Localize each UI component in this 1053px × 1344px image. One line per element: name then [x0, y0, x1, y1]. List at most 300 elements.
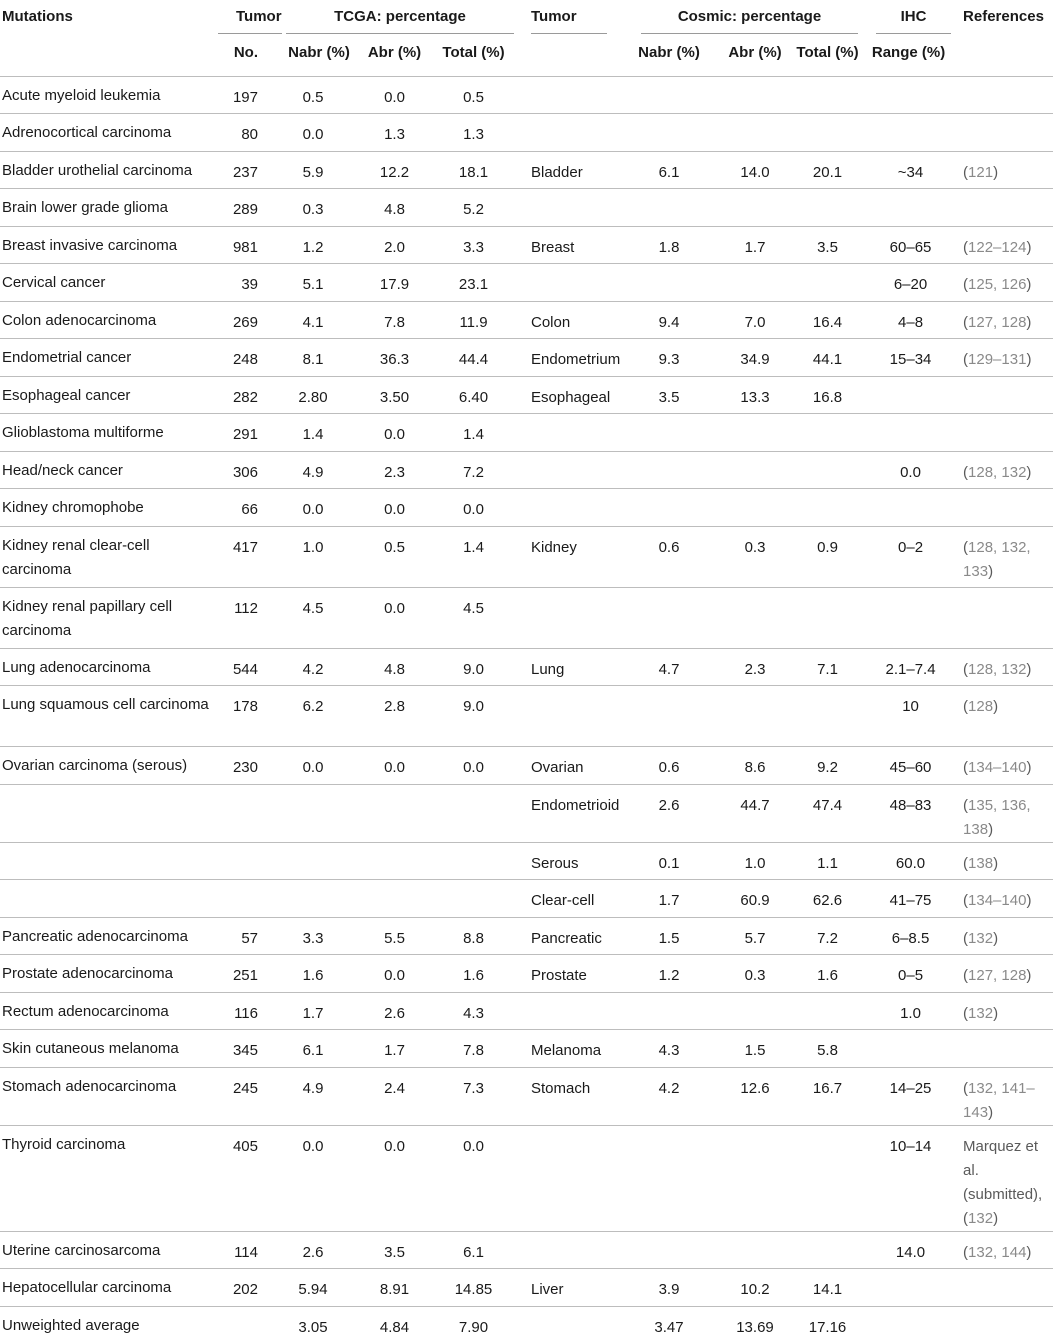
tcga-total-cell: 7.3 — [433, 1067, 514, 1125]
cosmic-total-cell: 16.4 — [795, 301, 860, 339]
header-cosmic: Cosmic: percentage — [623, 0, 860, 37]
reference-prefix: ( — [963, 759, 969, 776]
cosmic-abr-cell: 13.69 — [715, 1306, 795, 1344]
ihc-range-cell: 0–5 — [860, 955, 961, 993]
cosmic-tumor-cell: Pancreatic — [514, 917, 623, 955]
reference-prefix: ( — [963, 238, 969, 256]
reference-suffix: ) — [993, 1209, 999, 1227]
tcga-nabr-cell: 5.1 — [270, 264, 356, 302]
reference-link[interactable]: 122–124 — [968, 238, 1027, 256]
table-row — [0, 489, 1053, 527]
reference-prefix: ( — [963, 1004, 969, 1022]
mutation-cell: Pancreatic adenocarcinoma — [0, 917, 218, 955]
cosmic-total-cell: 5.8 — [795, 1030, 860, 1068]
table-row — [0, 1030, 1053, 1068]
tcga-nabr-cell: 0.0 — [270, 114, 356, 152]
cosmic-abr-cell: 1.5 — [715, 1030, 795, 1068]
tcga-total-cell: 7.2 — [433, 451, 514, 489]
cosmic-total-cell — [795, 992, 860, 1030]
cosmic-tumor-cell: Colon — [514, 301, 623, 339]
tcga-abr-cell: 7.8 — [356, 301, 433, 339]
table-row — [0, 842, 1053, 880]
table-row — [0, 451, 1053, 489]
tcga-nabr-cell: 0.0 — [270, 1125, 356, 1231]
references-cell — [961, 1269, 1053, 1307]
cosmic-nabr-cell: 6.1 — [623, 151, 715, 189]
tumor-no-cell: 291 — [218, 414, 270, 452]
cosmic-total-cell: 1.6 — [795, 955, 860, 993]
references-cell — [961, 1231, 1053, 1269]
cosmic-tumor-cell — [514, 114, 623, 152]
references-cell — [961, 1306, 1053, 1344]
table-body — [0, 76, 1053, 1344]
cosmic-total-cell: 0.9 — [795, 526, 860, 587]
table-row — [0, 784, 1053, 842]
cosmic-tumor-cell — [514, 189, 623, 227]
header-tumor-no: No. — [233, 44, 258, 61]
cosmic-abr-cell — [715, 992, 795, 1030]
mutation-cell: Hepatocellular carcinoma — [0, 1269, 218, 1307]
mutation-cell: Brain lower grade glioma — [0, 189, 218, 227]
mutation-cell: Thyroid carcinoma — [0, 1125, 218, 1231]
header-tcga-total: Total (%) — [442, 44, 505, 61]
reference-suffix: ) — [993, 929, 999, 947]
ihc-range-cell: 60–65 — [860, 226, 961, 264]
tcga-abr-cell: 2.8 — [356, 686, 433, 747]
reference-link[interactable]: 138 — [968, 854, 994, 872]
cosmic-abr-cell — [715, 1231, 795, 1269]
reference-link[interactable]: 127, 128 — [968, 967, 1027, 984]
cosmic-abr-cell: 1.7 — [715, 226, 795, 264]
tcga-abr-cell: 0.0 — [356, 955, 433, 993]
cosmic-nabr-cell: 3.9 — [623, 1269, 715, 1307]
table-row — [0, 76, 1053, 114]
ihc-range-cell: 15–34 — [860, 339, 961, 377]
reference-link[interactable]: 128, 132 — [968, 660, 1027, 678]
tcga-abr-cell: 3.5 — [356, 1231, 433, 1269]
references-cell — [961, 226, 1053, 264]
tcga-nabr-cell: 2.80 — [270, 376, 356, 414]
tcga-abr-cell — [356, 784, 433, 842]
tcga-abr-cell — [356, 880, 433, 918]
mutation-cell: Kidney renal papillary cell carcinoma — [0, 587, 218, 648]
cosmic-nabr-cell: 3.5 — [623, 376, 715, 414]
tcga-total-cell: 0.0 — [433, 1125, 514, 1231]
tcga-total-cell: 14.85 — [433, 1269, 514, 1307]
references-cell — [961, 587, 1053, 648]
table-row — [0, 414, 1053, 452]
header-tumor-2: Tumor — [514, 0, 623, 37]
cosmic-total-cell: 14.1 — [795, 1269, 860, 1307]
table-header — [0, 0, 1053, 76]
tcga-total-cell: 11.9 — [433, 301, 514, 339]
reference-link[interactable]: 132 — [968, 929, 994, 947]
tcga-total-cell: 5.2 — [433, 189, 514, 227]
reference-link[interactable]: 135, 136, 138 — [963, 796, 1031, 838]
cosmic-nabr-cell: 4.7 — [623, 648, 715, 686]
reference-suffix: ) — [993, 854, 999, 872]
cosmic-nabr-cell — [623, 686, 715, 747]
cosmic-nabr-cell: 4.3 — [623, 1030, 715, 1068]
cosmic-tumor-cell: Melanoma — [514, 1030, 623, 1068]
tcga-total-cell: 7.8 — [433, 1030, 514, 1068]
reference-prefix: ( — [963, 1243, 969, 1261]
mutation-cell: Ovarian carcinoma (serous) — [0, 747, 218, 785]
mutation-cell — [0, 842, 218, 880]
references-cell — [961, 784, 1053, 842]
cosmic-total-cell — [795, 76, 860, 114]
cosmic-total-cell: 17.16 — [795, 1306, 860, 1344]
cosmic-abr-cell: 5.7 — [715, 917, 795, 955]
cosmic-total-cell: 44.1 — [795, 339, 860, 377]
reference-link[interactable]: 127, 128 — [968, 313, 1027, 331]
reference-prefix: ( — [963, 854, 969, 872]
ihc-range-cell: 4–8 — [860, 301, 961, 339]
cosmic-tumor-cell: Breast — [514, 226, 623, 264]
ihc-range-cell — [860, 76, 961, 114]
header-blank-2 — [514, 37, 623, 76]
cosmic-abr-cell — [715, 489, 795, 527]
table-row — [0, 686, 1053, 747]
tcga-abr-cell: 0.0 — [356, 414, 433, 452]
reference-suffix: ) — [988, 820, 994, 838]
ihc-range-cell: 10 — [860, 686, 961, 747]
cosmic-nabr-cell — [623, 1125, 715, 1231]
cosmic-tumor-cell — [514, 451, 623, 489]
cosmic-tumor-cell: Serous — [514, 842, 623, 880]
mutation-cell: Skin cutaneous melanoma — [0, 1030, 218, 1068]
cosmic-total-cell: 7.1 — [795, 648, 860, 686]
tumor-no-cell: 66 — [218, 489, 270, 527]
references-cell — [961, 451, 1053, 489]
cosmic-abr-cell: 13.3 — [715, 376, 795, 414]
cosmic-tumor-cell — [514, 992, 623, 1030]
reference-prefix: ( — [963, 1079, 969, 1097]
table-row — [0, 1231, 1053, 1269]
reference-prefix: ( — [963, 967, 969, 984]
table-row — [0, 1306, 1053, 1344]
reference-suffix: ) — [1026, 892, 1032, 909]
cosmic-total-cell — [795, 114, 860, 152]
header-tcga: TCGA: percentage — [270, 0, 514, 37]
ihc-range-cell: 6–8.5 — [860, 917, 961, 955]
header-blank — [0, 37, 218, 76]
cosmic-tumor-cell: Kidney — [514, 526, 623, 587]
ihc-range-cell: 14.0 — [860, 1231, 961, 1269]
cosmic-tumor-cell: Endometrioid — [514, 784, 623, 842]
cosmic-abr-cell: 1.0 — [715, 842, 795, 880]
ihc-range-cell: 1.0 — [860, 992, 961, 1030]
table-row — [0, 1125, 1053, 1231]
mutation-cell: Lung squamous cell carcinoma — [0, 686, 218, 747]
tcga-abr-cell: 0.5 — [356, 526, 433, 587]
cosmic-total-cell — [795, 587, 860, 648]
tcga-total-cell: 18.1 — [433, 151, 514, 189]
cosmic-nabr-cell — [623, 414, 715, 452]
tumor-no-cell: 178 — [218, 686, 270, 747]
table-row — [0, 648, 1053, 686]
tcga-total-cell — [433, 842, 514, 880]
cosmic-abr-cell: 12.6 — [715, 1067, 795, 1125]
mutation-cell: Esophageal cancer — [0, 376, 218, 414]
ihc-range-cell: 2.1–7.4 — [860, 648, 961, 686]
cosmic-nabr-cell: 0.6 — [623, 747, 715, 785]
reference-link[interactable]: 134–140 — [968, 892, 1027, 909]
cosmic-tumor-cell — [514, 76, 623, 114]
tcga-abr-cell: 2.3 — [356, 451, 433, 489]
tcga-abr-cell: 2.0 — [356, 226, 433, 264]
tcga-nabr-cell: 5.94 — [270, 1269, 356, 1307]
cosmic-nabr-cell — [623, 189, 715, 227]
cosmic-nabr-cell: 1.2 — [623, 955, 715, 993]
reference-link[interactable]: 132, 144 — [968, 1243, 1027, 1261]
table-row — [0, 747, 1053, 785]
tcga-total-cell: 1.6 — [433, 955, 514, 993]
cosmic-abr-cell: 7.0 — [715, 301, 795, 339]
header-references: References — [963, 8, 1044, 25]
tumor-no-cell: 114 — [218, 1231, 270, 1269]
mutation-cell: Stomach adenocarcinoma — [0, 1067, 218, 1125]
tcga-total-cell: 7.90 — [433, 1306, 514, 1344]
reference-prefix: ( — [963, 313, 969, 331]
cosmic-tumor-cell — [514, 686, 623, 747]
tcga-nabr-cell — [270, 880, 356, 918]
mutation-cell: Acute myeloid leukemia — [0, 76, 218, 114]
mutation-cell: Head/neck cancer — [0, 451, 218, 489]
cosmic-total-cell — [795, 489, 860, 527]
cosmic-tumor-cell: Esophageal — [514, 376, 623, 414]
reference-link[interactable]: 132, 141–143 — [963, 1079, 1035, 1121]
tumor-no-cell: 230 — [218, 747, 270, 785]
mutation-cell: Adrenocortical carcinoma — [0, 114, 218, 152]
tcga-abr-cell: 4.8 — [356, 189, 433, 227]
tcga-nabr-cell: 1.6 — [270, 955, 356, 993]
cosmic-abr-cell — [715, 686, 795, 747]
tcga-abr-cell: 4.84 — [356, 1306, 433, 1344]
tumor-no-cell: 251 — [218, 955, 270, 993]
reference-suffix: ) — [993, 163, 999, 181]
cosmic-tumor-cell — [514, 414, 623, 452]
mutation-cell: Endometrial cancer — [0, 339, 218, 377]
cosmic-abr-cell: 14.0 — [715, 151, 795, 189]
tcga-total-cell: 0.5 — [433, 76, 514, 114]
reference-suffix: ) — [1026, 463, 1032, 481]
cosmic-nabr-cell — [623, 264, 715, 302]
cosmic-total-cell: 16.8 — [795, 376, 860, 414]
ihc-range-cell: 10–14 — [860, 1125, 961, 1231]
tcga-nabr-cell — [270, 842, 356, 880]
cosmic-total-cell — [795, 264, 860, 302]
cosmic-abr-cell: 44.7 — [715, 784, 795, 842]
tcga-abr-cell: 12.2 — [356, 151, 433, 189]
references-cell — [961, 76, 1053, 114]
tcga-abr-cell: 4.8 — [356, 648, 433, 686]
cosmic-tumor-cell: Ovarian — [514, 747, 623, 785]
reference-prefix: ( — [963, 892, 969, 909]
ihc-range-cell: 0.0 — [860, 451, 961, 489]
ihc-range-cell: 14–25 — [860, 1067, 961, 1125]
cosmic-nabr-cell: 0.1 — [623, 842, 715, 880]
table-row — [0, 301, 1053, 339]
cosmic-abr-cell: 8.6 — [715, 747, 795, 785]
tcga-total-cell: 1.4 — [433, 414, 514, 452]
tcga-total-cell: 9.0 — [433, 648, 514, 686]
cosmic-tumor-cell: Lung — [514, 648, 623, 686]
mutation-cell: Lung adenocarcinoma — [0, 648, 218, 686]
tcga-nabr-cell: 0.5 — [270, 76, 356, 114]
cosmic-nabr-cell: 9.3 — [623, 339, 715, 377]
tcga-total-cell: 44.4 — [433, 339, 514, 377]
reference-prefix: ( — [963, 660, 969, 678]
cosmic-tumor-cell: Stomach — [514, 1067, 623, 1125]
tcga-abr-cell: 0.0 — [356, 489, 433, 527]
reference-suffix: ) — [1026, 1243, 1032, 1261]
table-row — [0, 587, 1053, 648]
mutation-cell: Kidney renal clear-cell carcinoma — [0, 526, 218, 587]
reference-link[interactable]: 132 — [968, 1209, 994, 1227]
reference-suffix: ) — [988, 562, 994, 580]
tcga-abr-cell — [356, 842, 433, 880]
tcga-abr-cell: 5.5 — [356, 917, 433, 955]
tumor-no-cell: 269 — [218, 301, 270, 339]
tcga-total-cell: 0.0 — [433, 489, 514, 527]
reference-link[interactable]: 134–140 — [968, 759, 1027, 776]
reference-link[interactable]: 129–131 — [968, 351, 1027, 368]
mutation-cell: Breast invasive carcinoma — [0, 226, 218, 264]
table-row — [0, 114, 1053, 152]
header-tumor: Tumor — [218, 0, 270, 37]
tcga-abr-cell: 0.0 — [356, 747, 433, 785]
tcga-nabr-cell: 5.9 — [270, 151, 356, 189]
cosmic-abr-cell — [715, 189, 795, 227]
references-cell — [961, 376, 1053, 414]
tcga-nabr-cell: 6.2 — [270, 686, 356, 747]
tcga-abr-cell: 36.3 — [356, 339, 433, 377]
header-tcga-abr: Abr (%) — [367, 44, 422, 61]
tcga-total-cell: 1.4 — [433, 526, 514, 587]
tumor-no-cell: 282 — [218, 376, 270, 414]
tumor-no-cell: 248 — [218, 339, 270, 377]
tcga-nabr-cell: 0.0 — [270, 489, 356, 527]
cosmic-abr-cell: 34.9 — [715, 339, 795, 377]
reference-link[interactable]: 125, 126 — [968, 276, 1027, 293]
tcga-abr-cell: 3.50 — [356, 376, 433, 414]
ihc-range-cell — [860, 1306, 961, 1344]
tcga-nabr-cell — [270, 784, 356, 842]
ihc-range-cell — [860, 489, 961, 527]
references-cell — [961, 917, 1053, 955]
tcga-abr-cell: 2.6 — [356, 992, 433, 1030]
tumor-no-cell: 57 — [218, 917, 270, 955]
cosmic-total-cell — [795, 1125, 860, 1231]
cosmic-abr-cell: 10.2 — [715, 1269, 795, 1307]
references-cell — [961, 414, 1053, 452]
cosmic-nabr-cell: 1.5 — [623, 917, 715, 955]
reference-link[interactable]: 132 — [968, 1004, 994, 1022]
reference-link[interactable]: 128 — [968, 698, 994, 715]
reference-link[interactable]: 128, 132 — [968, 463, 1027, 481]
ihc-range-cell: 41–75 — [860, 880, 961, 918]
cosmic-total-cell: 3.5 — [795, 226, 860, 264]
table-row — [0, 151, 1053, 189]
table-row — [0, 189, 1053, 227]
tumor-no-cell: 237 — [218, 151, 270, 189]
tcga-nabr-cell: 8.1 — [270, 339, 356, 377]
tumor-no-cell: 306 — [218, 451, 270, 489]
ihc-range-cell: 6–20 — [860, 264, 961, 302]
tcga-abr-cell: 2.4 — [356, 1067, 433, 1125]
mutation-cell: Glioblastoma multiforme — [0, 414, 218, 452]
mutation-cell — [0, 880, 218, 918]
mutation-cell: Bladder urothelial carcinoma — [0, 151, 218, 189]
tcga-nabr-cell: 1.0 — [270, 526, 356, 587]
ihc-range-cell — [860, 1030, 961, 1068]
cosmic-total-cell: 47.4 — [795, 784, 860, 842]
reference-link[interactable]: 121 — [968, 163, 994, 181]
tcga-abr-cell: 1.3 — [356, 114, 433, 152]
ihc-range-cell: 48–83 — [860, 784, 961, 842]
tumor-no-cell: 981 — [218, 226, 270, 264]
cosmic-nabr-cell — [623, 114, 715, 152]
header-mutations: Mutations — [2, 8, 73, 25]
tcga-nabr-cell: 4.1 — [270, 301, 356, 339]
cosmic-abr-cell — [715, 587, 795, 648]
cosmic-nabr-cell: 3.47 — [623, 1306, 715, 1344]
reference-suffix: ) — [988, 1103, 994, 1121]
cosmic-tumor-cell: Endometrium — [514, 339, 623, 377]
references-cell — [961, 151, 1053, 189]
ihc-range-cell — [860, 376, 961, 414]
cosmic-tumor-cell — [514, 1231, 623, 1269]
references-cell — [961, 992, 1053, 1030]
cosmic-tumor-cell — [514, 1125, 623, 1231]
mutation-cell: Colon adenocarcinoma — [0, 301, 218, 339]
tumor-no-cell: 289 — [218, 189, 270, 227]
cosmic-tumor-cell — [514, 264, 623, 302]
mutation-cell: Rectum adenocarcinoma — [0, 992, 218, 1030]
reference-suffix: ) — [1026, 276, 1032, 293]
tcga-abr-cell: 0.0 — [356, 587, 433, 648]
cosmic-tumor-cell: Liver — [514, 1269, 623, 1307]
ihc-range-cell: ~34 — [860, 151, 961, 189]
reference-prefix: ( — [963, 698, 969, 715]
tcga-nabr-cell: 4.9 — [270, 451, 356, 489]
cosmic-total-cell — [795, 414, 860, 452]
references-cell — [961, 955, 1053, 993]
mutation-cell: Prostate adenocarcinoma — [0, 955, 218, 993]
ihc-range-cell — [860, 587, 961, 648]
tcga-nabr-cell: 3.3 — [270, 917, 356, 955]
cosmic-abr-cell: 0.3 — [715, 955, 795, 993]
cosmic-total-cell — [795, 686, 860, 747]
references-cell — [961, 747, 1053, 785]
tumor-no-cell — [218, 842, 270, 880]
tcga-nabr-cell: 2.6 — [270, 1231, 356, 1269]
reference-prefix: ( — [963, 463, 969, 481]
tumor-no-cell — [218, 1306, 270, 1344]
tcga-nabr-cell: 4.5 — [270, 587, 356, 648]
references-cell — [961, 114, 1053, 152]
cosmic-tumor-cell — [514, 1306, 623, 1344]
tcga-abr-cell: 0.0 — [356, 76, 433, 114]
cosmic-abr-cell: 60.9 — [715, 880, 795, 918]
table-row — [0, 1067, 1053, 1125]
reference-link[interactable]: 128, 132, 133 — [963, 538, 1031, 580]
references-cell — [961, 301, 1053, 339]
tcga-total-cell: 8.8 — [433, 917, 514, 955]
references-cell — [961, 189, 1053, 227]
reference-suffix: ) — [1026, 238, 1032, 256]
